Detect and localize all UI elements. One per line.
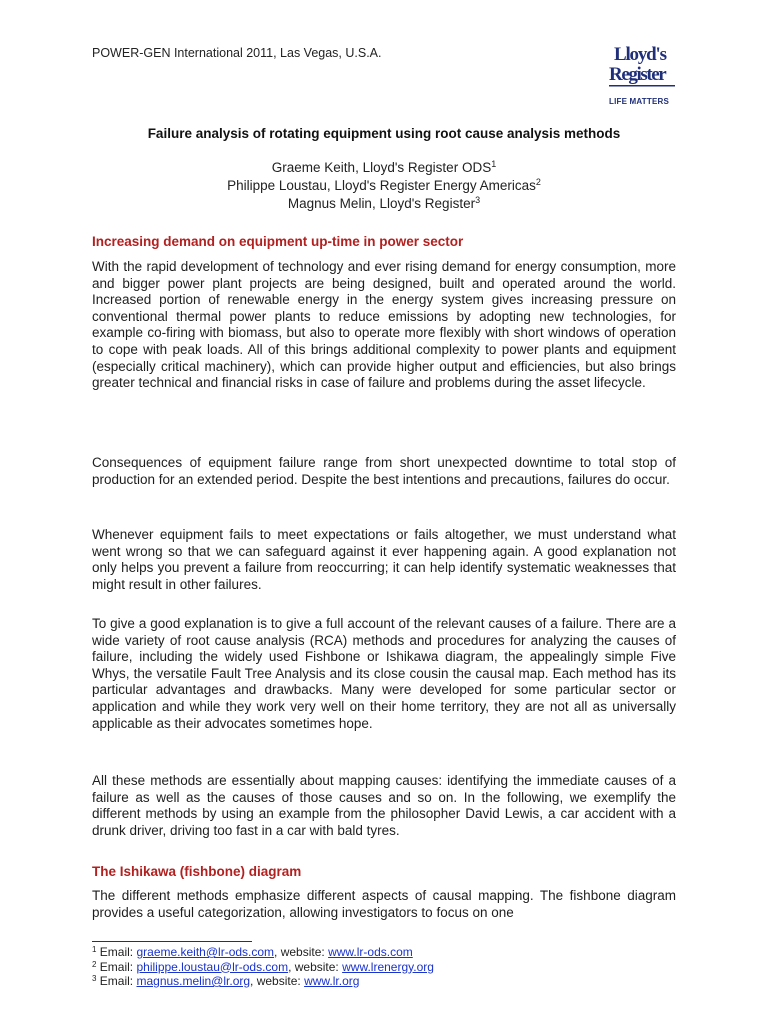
footnote: $^2$ Email: philippe.loustau@lr-ods.com, website: www.lrenergy.org [92,959,434,974]
footnotes [92,945,434,989]
author-line: Graeme Keith, Lloyd's Register ODS$^1$ [271,159,497,175]
website-link[interactable]: www.lr-ods.com [328,945,413,959]
footnote-rule [92,941,252,942]
author-line: Philippe Loustau, Lloyd's Register Energy Americas$^2$ [227,177,541,193]
section-heading: The Ishikawa (fishbone) diagram [92,864,302,879]
website-link[interactable]: www.lr.org [304,974,360,988]
author-line: Magnus Melin, Lloyd's Register$^3$ [287,195,481,211]
paper-title: Failure analysis of rotating equipment using root cause analysis methods [147,126,621,141]
email-link[interactable]: graeme.keith@lr-ods.com [136,945,275,959]
website-link[interactable]: www.lrenergy.org [342,959,434,974]
paragraph: Whenever equipment fails to meet expectations or fails altogether, we must understand what went wrong so that we can safeguard against it ever happening again. A good explanation not only helps you prevent a failure from reoccurring; it can help identify systematic weaknesses that might result in other failures. [92,527,676,592]
email-link[interactable]: philippe.loustau@lr-ods.com [136,959,289,974]
email-link[interactable]: magnus.melin@lr.org [136,974,251,988]
author-list [0,159,768,213]
logo-tagline: LIFE MATTERS [609,97,670,106]
paragraph: All these methods are essentially about mapping causes: identifying the immediate causes of a failure as well as the causes of those causes and so on. In the following, we exemplify the different methods by using an example from the philosopher David Lewis, a car accident with a drunk driver, driving too fast in a car with bald tyres. [92,773,676,838]
logo-line1: Lloyd's [614,44,666,65]
footnote: $^3$ Email: magnus.melin@lr.org, website: www.lr.org [92,974,360,988]
logo-line2: Register [609,64,666,85]
paragraph: With the rapid development of technology and ever rising demand for energy consumption, more and bigger power plant projects are being designed, built and operated around the world. Increased portion of renewable energy in the energy system gives increasing pressure on conventional thermal power plants to reduce emissions by adopting new technologies, for example co-firing with biomass, but also to operate more flexibly with short windows of operation to cope with peak loads. All of this brings additional complexity to power plants and equipment (especially critical machinery), which can provide higher output and efficiencies, but also brings greater technical and financial risks in case of failure and problems during the asset lifecycle. [92,259,676,391]
lloyds-register-logo [608,42,676,108]
footnote: $^1$ Email: graeme.keith@lr-ods.com, website: www.lr-ods.com [92,945,413,959]
section-heading: Increasing demand on equipment up-time in power sector [92,234,464,249]
conference-header: POWER-GEN International 2011, Las Vegas, U.S.A. [92,46,382,60]
paragraph: The different methods emphasize different aspects of causal mapping. The fishbone diagram provides a useful categorization, allowing investigators to focus on one [92,888,676,920]
paragraph: To give a good explanation is to give a full account of the relevant causes of a failure. There are a wide variety of root cause analysis (RCA) methods and procedures for analyzing the causes of failure, including the widely used Fishbone or Ishikawa diagram, the appealingly simple Five Whys, the versatile Fault Tree Analysis and its close cousin the causal map. Each method has its particular advantages and drawbacks. Many were developed for some particular sector or application and while they work very well on their home territory, they are not all as universally applicable as their advocates sometimes hope. [92,616,676,731]
paragraph: Consequences of equipment failure range from short unexpected downtime to total stop of production for an extended period. Despite the best intentions and precautions, failures do occur. [92,455,676,487]
